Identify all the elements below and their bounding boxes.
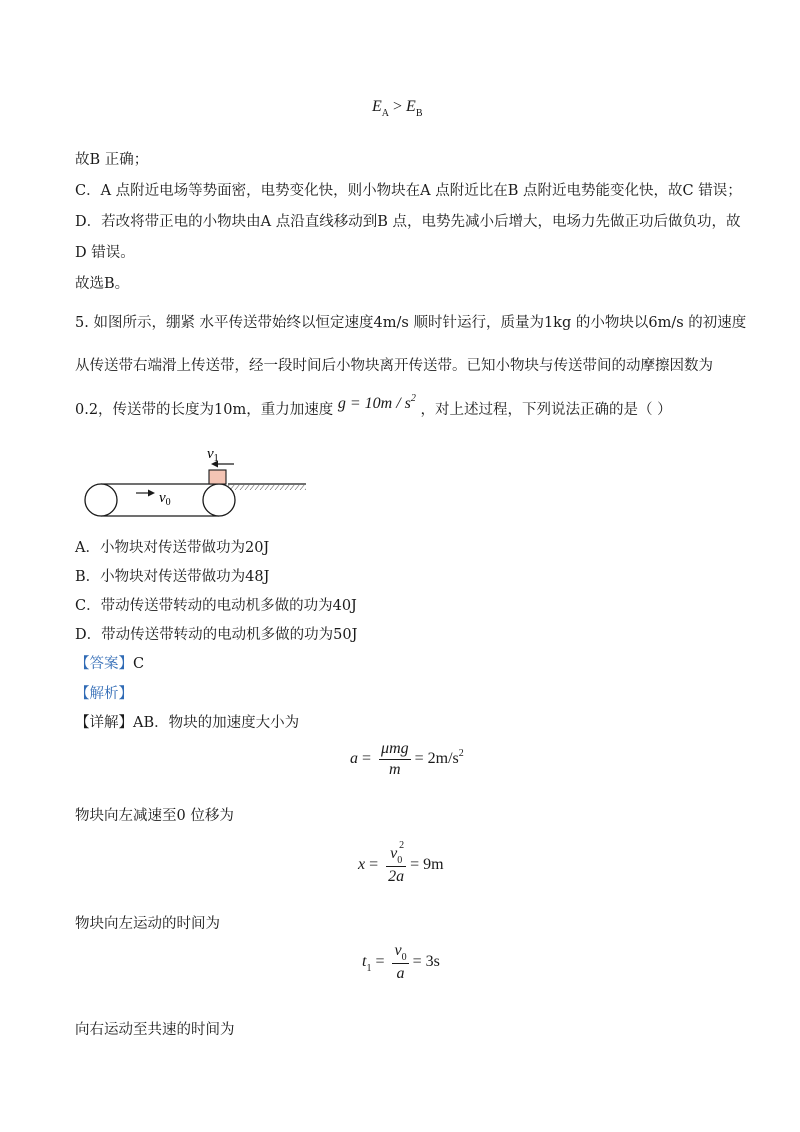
- question-line-3: [75, 393, 672, 422]
- eq-lhs-sub: A: [381, 108, 390, 119]
- text-time-rightward: 向右运动至共速的时间为: [75, 1022, 235, 1038]
- text-option-c-analysis: C．A 点附近电场等势面密，电势变化快，则小物块在A 点附近比在B 点附近电势能变化快，故C 错误；: [75, 183, 742, 199]
- eq-a-fraction: $\frac{\text{μmg}}{m}$: [381, 740, 409, 778]
- eq-rhs: E: [406, 98, 416, 115]
- eq-t1-fraction: $\frac{v_0}{a}$: [394, 942, 407, 982]
- conveyor-belt-figure: [70, 442, 330, 522]
- question-line-3a: 0.2，传送带的长度为10m，重力加速度: [75, 402, 334, 418]
- v1-label: $v_1$: [207, 446, 219, 464]
- detail-line: [75, 713, 299, 733]
- question-line-3b: ，对上述过程，下列说法正确的是（ ）: [420, 402, 672, 418]
- question-line-1: 5. 如图所示，绷紧 水平传送带始终以恒定速度4m/s 顺时针运行，质量为1kg 的小物块以6m/s 的初速度: [75, 315, 747, 331]
- equation-displacement: x = $v_0$ 2 2a = 9m: [358, 840, 444, 885]
- eq-x-fraction: $v_0$ 2 2a: [388, 840, 405, 885]
- analysis-line: [75, 684, 133, 704]
- option-d: D．带动传送带转动的电动机多做的功为50J: [75, 627, 358, 643]
- text-option-d-analysis-1: D．若改将带正电的小物块由A 点沿直线移动到B 点，电势先减小后增大，电场力先做正功后做负功，故: [75, 214, 741, 230]
- gravity-formula: $g = 10m / s^2$: [337, 393, 416, 412]
- eq-lhs: E: [372, 98, 382, 115]
- detail-tag: 【详解】: [75, 715, 133, 731]
- option-b: B．小物块对传送带做功为48J: [75, 569, 270, 585]
- detail-text: AB．物块的加速度大小为: [133, 715, 300, 731]
- v0-label: $v_0$: [159, 490, 171, 508]
- text-time-leftward: 物块向左运动的时间为: [75, 916, 220, 932]
- left-pulley: [85, 484, 117, 516]
- answer-value: C: [133, 656, 145, 672]
- equation-acceleration: a = $\frac{\text{μmg}}{m}$ = $2m/s^2$: [350, 740, 464, 778]
- answer-tag: 【答案】: [75, 656, 133, 672]
- option-a: A．小物块对传送带做功为20J: [75, 540, 270, 556]
- v0-arrow-head: [148, 490, 155, 497]
- equation-ea-gt-eb: [372, 97, 423, 119]
- text-b-correct: 故B 正确；: [75, 152, 149, 168]
- eq-rhs-sub: B: [415, 108, 423, 119]
- question-line-2: 从传送带右端滑上传送带，经一段时间后小物块离开传送带。已知小物块与传送带间的动摩擦因数为: [75, 358, 713, 374]
- option-c: C．带动传送带转动的电动机多做的功为40J: [75, 598, 357, 614]
- eq-op: >: [393, 98, 403, 115]
- text-option-d-analysis-2: D 错误。: [75, 245, 135, 261]
- small-block: [209, 470, 226, 484]
- equation-time: $t_1$ = $\frac{v_0}{a}$ = 3s: [362, 942, 440, 982]
- platform-hatching: [228, 485, 306, 490]
- text-leftward-displacement: 物块向左减速至0 位移为: [75, 808, 234, 824]
- answer-line: [75, 654, 144, 674]
- analysis-tag: 【解析】: [75, 686, 133, 702]
- text-choose-b: 故选B。: [75, 276, 130, 292]
